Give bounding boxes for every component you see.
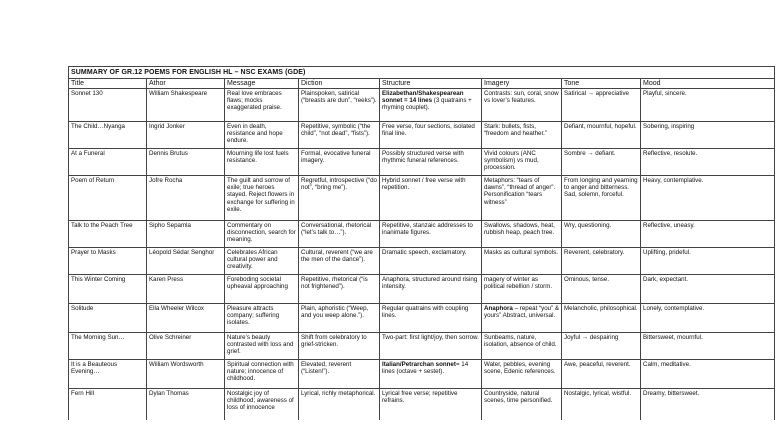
cell-structure: Lyrical free verse; repetitive refrains.: [380, 389, 482, 421]
cell-title: This Winter Coming: [69, 275, 147, 304]
cell-structure: Possibly structured verse with rhythmic funeral references.: [380, 149, 482, 176]
table-row: [69, 149, 775, 176]
cell-structure: Two-part: first light/joy, then sorrow.: [380, 333, 482, 360]
cell-message: Spiritual connection with nature; innocence of childhood.: [225, 360, 299, 389]
table-row: [69, 248, 775, 275]
cell-tone: Satirical → appreciative: [562, 89, 641, 122]
cell-title: Poem of Return: [69, 176, 147, 221]
imagery-text: – repeat “you” & yours” Abstract, universal.: [484, 305, 559, 320]
cell-message: Nostalgic joy of childhood; awareness of loss of innocence: [225, 389, 299, 421]
table-row: [69, 304, 775, 333]
cell-message: The guilt and sorrow of exile; true heroes stayed. Reject flowers in exchange for suffering in exile.: [225, 176, 299, 221]
table-title-row: [69, 67, 775, 79]
cell-title: Sonnet 130: [69, 89, 147, 122]
table-row: [69, 221, 775, 248]
table-row: [69, 360, 775, 389]
column-header-title: Title: [69, 79, 147, 89]
cell-diction: Lyrical, richly metaphorical.: [299, 389, 380, 421]
cell-imagery: magery of winter as political rebellion / storm.: [482, 275, 562, 304]
cell-title: Solitude: [69, 304, 147, 333]
cell-title: Fern Hill: [69, 389, 147, 421]
cell-author: William Wordsworth: [147, 360, 225, 389]
cell-mood: Reflective, resolute.: [641, 149, 775, 176]
cell-title: Prayer to Masks: [69, 248, 147, 275]
cell-message: Nature’s beauty contrasted with loss and grief.: [225, 333, 299, 360]
cell-tone: Joyful → despairing: [562, 333, 641, 360]
cell-diction: Cultural, reverent (“we are the men of the dance”).: [299, 248, 380, 275]
cell-title: At a Funeral: [69, 149, 147, 176]
column-header-tone: Tone: [562, 79, 641, 89]
cell-imagery: Metaphors: “tears of dawns”, “thread of anger”. Personification “tears witness”: [482, 176, 562, 221]
cell-imagery: [482, 304, 562, 333]
cell-imagery: Sunbeams, nature, isolation, absence of child.: [482, 333, 562, 360]
cell-tone: From longing and yearning to anger and bitterness. Sad, solemn, forceful.: [562, 176, 641, 221]
column-header-imagery: Imagery: [482, 79, 562, 89]
structure-text: (3 quatrains + rhyming couplet).: [382, 97, 472, 112]
cell-title: It is a Beauteous Evening…: [69, 360, 147, 389]
cell-author: Dylan Thomas: [147, 389, 225, 421]
cell-tone: Sombre → defiant.: [562, 149, 641, 176]
cell-diction: Shift from celebratory to grief-stricken.: [299, 333, 380, 360]
cell-tone: Wry, questioning.: [562, 221, 641, 248]
cell-mood: Lonely, contemplative.: [641, 304, 775, 333]
cell-message: Pleasure attracts company; suffering isolates.: [225, 304, 299, 333]
cell-tone: Melancholic, philosophical.: [562, 304, 641, 333]
column-header-mood: Mood: [641, 79, 775, 89]
cell-author: Dennis Brutus: [147, 149, 225, 176]
cell-mood: Bittersweet, mournful.: [641, 333, 775, 360]
column-header-author: Athor: [147, 79, 225, 89]
table-row: [69, 333, 775, 360]
cell-author: Léopold Sédar Senghor: [147, 248, 225, 275]
imagery-bold-text: Anaphora: [484, 305, 513, 312]
cell-message: Commentary on disconnection, search for meaning.: [225, 221, 299, 248]
cell-diction: Formal, evocative funeral imagery.: [299, 149, 380, 176]
structure-text: = 14 lines (octave + sestet).: [382, 361, 469, 376]
cell-title: Talk to the Peach Tree: [69, 221, 147, 248]
cell-diction: Repetitive, rhetorical (“is not frightened”).: [299, 275, 380, 304]
cell-structure: [380, 360, 482, 389]
cell-diction: Plain, aphoristic (“Weep, and you weep alone.”).: [299, 304, 380, 333]
cell-structure: Anaphora, structured around rising intensity.: [380, 275, 482, 304]
cell-diction: Repetitive, symbolic (“the child”, “not dead”, “fists”).: [299, 122, 380, 149]
table-title: SUMMARY OF GR.12 POEMS FOR ENGLISH HL – NSC EXAMS (GDE): [69, 67, 775, 79]
cell-author: Ingrid Jonker: [147, 122, 225, 149]
cell-structure: Regular quatrains with coupling lines.: [380, 304, 482, 333]
cell-mood: Dark, expectant.: [641, 275, 775, 304]
cell-diction: Elevated, reverent (“Listen!”).: [299, 360, 380, 389]
cell-structure: [380, 89, 482, 122]
cell-mood: Uplifting, prideful.: [641, 248, 775, 275]
cell-diction: Regretful, introspective (“do not”, “bring me”).: [299, 176, 380, 221]
cell-author: William Shakespeare: [147, 89, 225, 122]
cell-mood: Sobering, inspiring: [641, 122, 775, 149]
cell-imagery: Water, pebbles, evening scene, Edenic references.: [482, 360, 562, 389]
cell-message: Mourning life lost fuels resistance.: [225, 149, 299, 176]
cell-author: Karen Press: [147, 275, 225, 304]
cell-title: The Morning Sun…: [69, 333, 147, 360]
column-header-message: Message: [225, 79, 299, 89]
cell-structure: Free verse, four sections, isolated final line.: [380, 122, 482, 149]
cell-author: Olive Schreiner: [147, 333, 225, 360]
cell-tone: Nostalgic, lyrical, wistful.: [562, 389, 641, 421]
cell-diction: Conversational, rhetorical (“let’s talk to…”).: [299, 221, 380, 248]
cell-imagery: Swallows, shadows, heat, rubbish heap, peach tree.: [482, 221, 562, 248]
poem-summary-table: [68, 66, 775, 420]
column-header-structure: Structure: [380, 79, 482, 89]
cell-mood: Dreamy, bittersweet.: [641, 389, 775, 421]
cell-author: Sipho Sepamla: [147, 221, 225, 248]
cell-imagery: Contrasts: sun, coral, snow vs lover’s features.: [482, 89, 562, 122]
table-header-row: [69, 79, 775, 89]
table-row: [69, 275, 775, 304]
cell-structure: Dramatic speech, exclamatory.: [380, 248, 482, 275]
column-header-diction: Diction: [299, 79, 380, 89]
cell-structure: Repetitive, stanzaic addresses to inanimate figures.: [380, 221, 482, 248]
cell-tone: Reverent, celebratory.: [562, 248, 641, 275]
cell-mood: Calm, meditative.: [641, 360, 775, 389]
cell-tone: Ominous, tense.: [562, 275, 641, 304]
table-row: [69, 389, 775, 421]
cell-imagery: Vivid colours (ANC symbolism) vs mud, procession.: [482, 149, 562, 176]
cell-message: Foreboding societal upheaval approaching: [225, 275, 299, 304]
cell-mood: Reflective, uneasy.: [641, 221, 775, 248]
cell-message: Real love embraces flaws; mocks exaggerated praise.: [225, 89, 299, 122]
table-row: [69, 89, 775, 122]
cell-imagery: Countryside, natural scenes, time personified.: [482, 389, 562, 421]
structure-bold-text: Elizabethan/Shakespearean sonnet = 14 lines: [382, 90, 464, 105]
cell-mood: Heavy, contemplative.: [641, 176, 775, 221]
cell-author: Ella Wheeler Wilcox: [147, 304, 225, 333]
cell-message: Even in death, resistance and hope endure.: [225, 122, 299, 149]
cell-imagery: Stark: bullets, fists, “freedom and heather.”: [482, 122, 562, 149]
cell-message: Celebrates African cultural power and creativity.: [225, 248, 299, 275]
cell-structure: Hybrid sonnet / free verse with repetition.: [380, 176, 482, 221]
poem-summary-document: [68, 66, 774, 420]
table-row: [69, 122, 775, 149]
cell-mood: Playful, sincere.: [641, 89, 775, 122]
cell-author: Jofre Rocha: [147, 176, 225, 221]
cell-tone: Awe, peaceful, reverent.: [562, 360, 641, 389]
cell-imagery: Masks as cultural symbols.: [482, 248, 562, 275]
structure-bold-text: Italian/Petrarchan sonnet: [382, 361, 456, 368]
cell-tone: Defiant, mournful, hopeful.: [562, 122, 641, 149]
table-row: [69, 176, 775, 221]
cell-title: The Child…Nyanga: [69, 122, 147, 149]
cell-diction: Plainspoken, satirical (“breasts are dun”, “reeks”).: [299, 89, 380, 122]
